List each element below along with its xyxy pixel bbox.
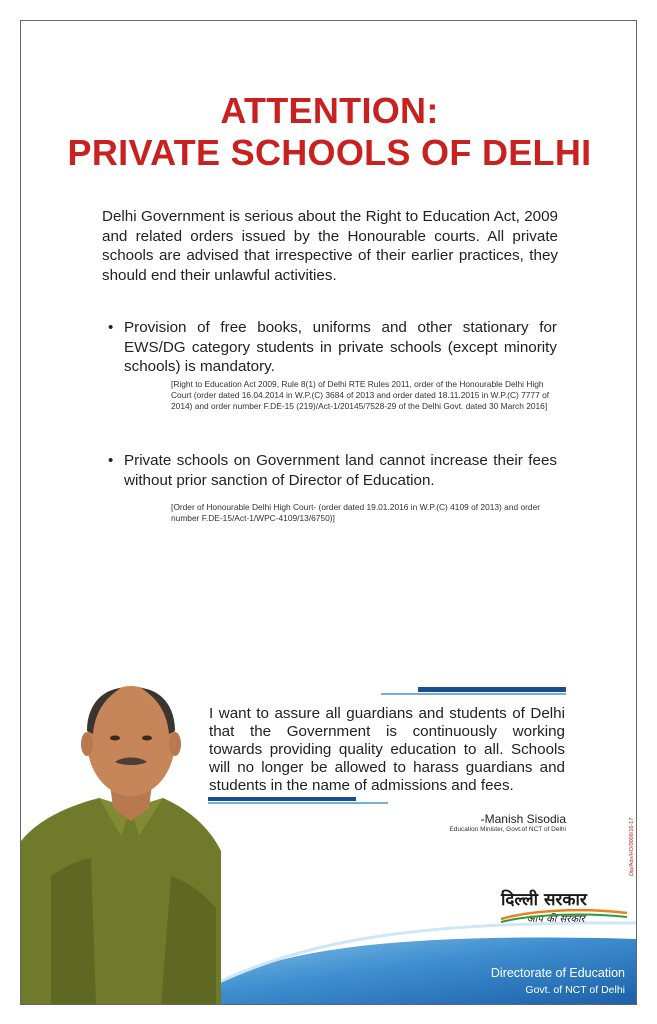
footer-government: Govt. of NCT of Delhi [525,984,625,996]
quote-author: -Manish Sisodia [480,812,566,826]
bullet-icon: • [108,319,114,336]
quote-top-bar [418,687,566,692]
quote-author-role: Education Minister, Govt.of NCT of Delhi [449,826,566,833]
headline-attention: ATTENTION: [220,90,439,131]
point-reference: [Order of Honourable Delhi High Court- (order dated 19.01.2016 in W.P.(C) 4109 of 2013) and order number F.DE-15/Act-1/WPC-4109/13/6750)] [171,502,541,523]
point-text: Private schools on Government land cannot increase their fees without prior sanction of Director of Education. [124,452,557,489]
intro-paragraph: Delhi Government is serious about the Right to Education Act, 2009 and related orders issued by the Honourable courts. All private schools are advised that irrespective of their earlier practices, they should end their unlawful activities. [102,208,558,284]
quote-bottom-bar [208,797,356,801]
point-reference: [Right to Education Act 2009, Rule 8(1) of Delhi RTE Rules 2011, order of the Honourable Delhi High Court (order dated 16.04.2014 in W.P.(C) 3684 of 2013 and order dated 18.11.2015 in W.P.(C) 7777 of 2014) and order number F.DE-15 (219)/Act-1/20145/7528-29 of the Delhi Govt. dated 30 March 2016] [171,379,550,411]
minister-portrait [21,676,221,1005]
bullet-icon: • [108,452,114,469]
logo-swoosh-icon [499,905,629,925]
delhi-sarkar-logo-title: दिल्ली सरकार [501,890,587,910]
advertisement-code: Dip/Adv/HO/0008/16-17 [629,817,635,876]
advertisement-page [20,20,637,1005]
footer-directorate: Directorate of Education [490,966,625,980]
headline-private-schools: PRIVATE SCHOOLS OF DELHI [67,132,592,173]
quote-top-accent [381,693,566,695]
quote-bottom-accent [208,802,388,804]
minister-quote: I want to assure all guardians and students of Delhi that the Government is continuously working towards providing quality education to all. Schools will no longer be allowed to harass guardians and students in the name of admissions and fees. [209,705,565,794]
point-text: Provision of free books, uniforms and other stationary for EWS/DG category students in private schools (except minority schools) is mandatory. [124,319,557,375]
delhi-sarkar-logo-subtitle: आप की सरकार [527,914,585,925]
